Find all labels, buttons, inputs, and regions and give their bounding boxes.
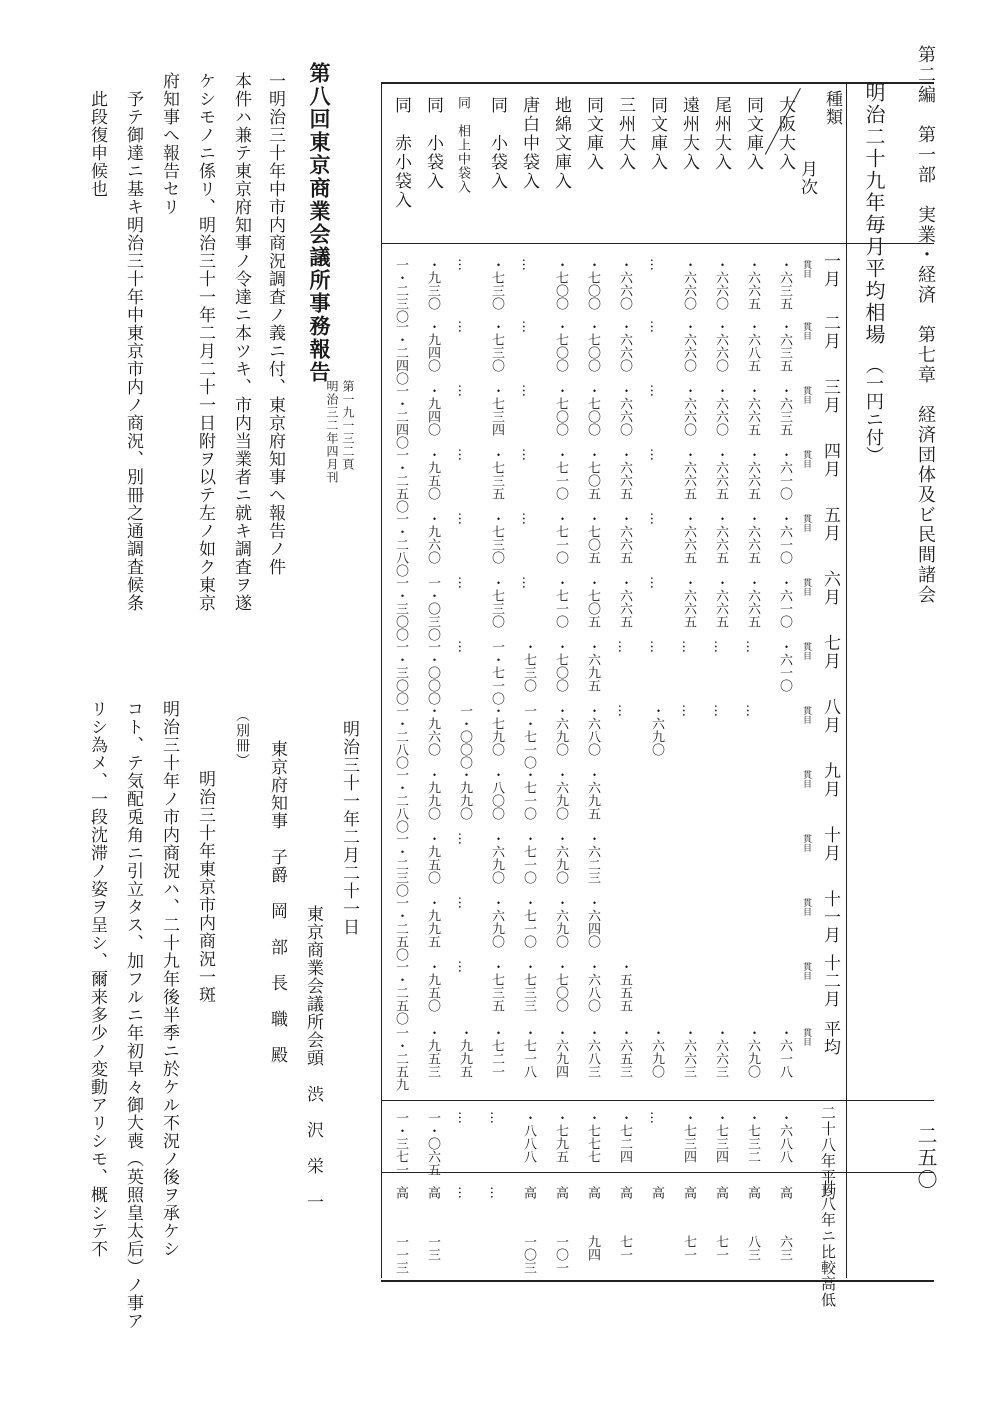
column-header: 廿八年ニ比較高低 [819,1180,837,1308]
column-header: 四月 [820,442,840,478]
report-line-6: 此段復申候也 [87,90,107,198]
table-cell: ・六六〇 [713,320,728,372]
table-cell: ・七三三 [521,960,536,1012]
report-sender: 東京商業会議所会頭 渋 沢 栄 一 [303,905,323,1211]
table-cell: … [743,640,758,653]
table-left-border [381,82,382,1278]
report-line-2: 本件ハ兼テ東京府知事ノ令達ニ本ツキ、市内当業者ニ就キ調査ヲ遂 [231,72,251,612]
table-header-divider [381,243,934,244]
row-label: 同文庫入 [743,96,763,172]
table-cell: ・五五五 [617,960,632,1012]
table-cell: … [615,704,630,717]
unit-mark: 貫目 [801,642,811,660]
table-cell: ・六六五 [681,576,696,628]
unit-mark: 貫目 [801,770,811,788]
table-cell: 一・二八〇 [393,768,408,833]
table-cell: ・七三二 [745,1111,760,1163]
table-cell: ・九五〇 [425,960,440,1012]
appendix-line-1: 明治三十年ノ市内商況ハ、二十九年後半季ニ於ケル不況ノ後ヲ承ケシ [159,700,179,1258]
unit-mark: 貫目 [801,834,811,852]
row-label: 同 小袋入 [423,96,443,191]
row-label: 同 赤小袋入 [391,96,411,210]
report-line-1: 一明治三十年中市内商況調査ノ義ニ付、東京府知事へ報告ノ件 [265,72,285,576]
table-cell: ・七一〇 [553,448,568,500]
table-cell: ・六一〇 [777,512,792,564]
row-label: 同文庫入 [647,96,667,172]
table-cell: 高 [777,1186,792,1199]
table-cell: ・六三五 [777,258,792,310]
table-cell: 一・三七一 [393,1111,408,1176]
table-cell: ・九六〇 [425,512,440,564]
unit-mark: 貫目 [801,898,811,916]
column-header: 十月 [820,826,840,862]
table-cell: … [743,704,758,717]
table-cell: … [647,1111,662,1124]
table-cell: ・六三五 [777,384,792,436]
row-label: 大阪大入 [775,96,795,172]
table-cell: ・六九五 [585,768,600,820]
table-cell: ・七一〇 [521,896,536,948]
report-line-5: 予テ御達ニ基キ明治三十年中東京市内ノ商況、別冊之通調査候条 [123,90,143,612]
table-cell: … [487,1111,502,1124]
column-header: 五月 [820,506,840,542]
table-cell: 高 [393,1186,408,1199]
table-cell: ・六九〇 [553,832,568,884]
table-cell: ・九九五 [425,896,440,948]
table-cell: ・六六三 [713,1026,728,1078]
table-cell: ・六八五 [745,320,760,372]
table-cell: 一・三〇〇 [393,576,408,641]
table-cell: 一・〇三〇 [425,576,440,641]
unit-mark: 貫目 [801,322,811,340]
table-cell: ・六六〇 [681,384,696,436]
unit-mark: 貫目 [801,386,811,404]
table-cell: ・六九〇 [553,896,568,948]
table-cell: … [647,448,662,461]
row-label: 尾州大入 [711,96,731,172]
table-cell: … [647,512,662,525]
table-cell: ・八八八 [521,1111,536,1163]
table-cell: 一・二八〇 [393,704,408,769]
table-cell: ・九五〇 [425,448,440,500]
table-cell: ・九五三 [425,1026,440,1078]
table-cell: ・六六〇 [681,320,696,372]
table-cell: … [519,258,534,271]
table-cell: ・七〇〇 [553,640,568,692]
table-cell: ・七〇〇 [553,320,568,372]
table-cell: 一・二四〇 [393,384,408,449]
diff-cell: 八三 [745,1235,760,1261]
table-cell: ・六六五 [617,512,632,564]
table-cell: ・九四〇 [425,384,440,436]
diff-cell: 六三 [777,1235,792,1261]
table-cell: ・六九〇 [553,704,568,756]
appendix-line-3: リシ為メ、一段沈滞ノ姿ヲ呈シ、爾来多少ノ変動アリシモ、概シテ不 [87,700,107,1258]
table-cell: ・七三四 [713,1111,728,1163]
table-cell: … [647,384,662,397]
table-cell: ・九四〇 [425,320,440,372]
table-cell: ・七二四 [617,1111,632,1163]
table-cell: 一・二三〇 [393,258,408,323]
table-cell: ・六六〇 [713,384,728,436]
table-cell: ・七一〇 [553,576,568,628]
table-cell: ・九五〇 [425,832,440,884]
column-header: 九月 [820,762,840,798]
table-cell: … [711,704,726,717]
table-title: 明治二十九年毎月平均相場 [862,82,886,346]
table-cell: … [455,832,470,845]
table-cell: … [615,640,630,653]
table-cell: 一・三〇〇 [393,640,408,705]
table-cell: 一・二八〇 [393,512,408,577]
table-cell: ・六二三 [585,832,600,884]
table-cell: … [455,640,470,653]
unit-mark: 貫目 [801,450,811,468]
appendix-title: 明治三十年東京市内商況一斑 [195,770,215,1004]
table-cell: ・七〇〇 [553,960,568,1012]
table-cell: ・六六五 [745,448,760,500]
table-cell: 一・二五九 [393,1026,408,1091]
table-cell: 高 [745,1186,760,1199]
table-cell: ・六八八 [777,1111,792,1163]
table-unit: （一円ニ付） [863,356,884,464]
table-cell: ・七三五 [489,960,504,1012]
report-note-date: 明治三二年四月刊 [325,380,339,484]
appendix-label: （別冊） [234,708,250,768]
table-cell: 一・七一〇 [489,640,504,705]
table-cell: ・六六五 [745,512,760,564]
report-title: 第八回東京商業会議所事務報告 [307,62,332,384]
table-cell: … [647,576,662,589]
table-cell: ・七〇五 [585,512,600,564]
running-head: 第二編 第一部 実業・経済 第七章 経済団体及ビ民間諸会 [915,45,936,605]
table-cell: ・六五三 [617,1026,632,1078]
unit-mark: 貫目 [801,1028,811,1046]
column-header: 平均 [820,1020,840,1056]
row-label: 同文庫入 [583,96,603,172]
table-cell: ・七三五 [489,448,504,500]
table-cell: ・七三〇 [489,576,504,628]
table-cell: ・六六〇 [713,258,728,310]
row-label: 三州大入 [615,96,635,172]
table-cell: ・九九〇 [457,768,472,820]
table-cell: ・七三〇 [521,640,536,692]
table-cell: ・六九〇 [489,832,504,884]
column-header: 二月 [820,314,840,350]
table-cell: ・七〇五 [585,576,600,628]
page-number: 二五〇 [914,1125,938,1191]
column-header: 七月 [820,634,840,670]
table-cell: ・六六五 [745,258,760,310]
table-cell: ・七二一 [489,1026,504,1078]
table-cell: … [455,1186,470,1199]
table-cell: ・六九〇 [553,768,568,820]
row-label: 唐白中袋入 [519,96,539,191]
table-cell: 高 [713,1186,728,1199]
column-header: 十一月 [820,890,840,944]
column-header: 六月 [820,570,840,606]
table-cell: … [487,1186,502,1199]
table-cell: 高 [617,1186,632,1199]
table-cell: 高 [521,1186,536,1199]
table-cell: … [455,512,470,525]
table-cell: 一・〇〇〇 [457,704,472,769]
table-cell: … [519,384,534,397]
table-cell: 一・〇六五 [425,1111,440,1176]
table-cell: ・七一八 [521,1026,536,1078]
table-cell: ・七〇五 [585,448,600,500]
table-cell: ・六六五 [681,448,696,500]
table-cell: ・八〇〇 [489,768,504,820]
table-right-border [846,82,847,1278]
unit-mark: 貫目 [801,514,811,532]
table-cell: … [519,576,534,589]
table-cell: ・六六五 [681,512,696,564]
table-cell: ・六九〇 [745,1026,760,1078]
table-cell: ・九六〇 [425,704,440,756]
row-label: 遠州大入 [679,96,699,172]
table-cell: 高 [585,1186,600,1199]
table-cell: ・七三〇 [489,258,504,310]
column-header: 一月 [820,252,840,288]
table-cell: ・六一〇 [777,640,792,692]
table-cell: ・六一〇 [777,576,792,628]
table-cell: … [647,640,662,653]
table-cell: ・七三〇 [489,512,504,564]
diff-cell: 一〇一 [553,1235,568,1274]
appendix-line-2: コト、テ気配兎角ニ引立タス、加フルニ年初早々御大喪（英照皇太后）ノ事ア [123,700,143,1330]
diff-cell: 一一三 [393,1235,408,1274]
report-recipient: 東京府知事 子爵 岡 部 長 職 殿 [267,740,287,1064]
table-cell: ・六九五 [585,640,600,692]
table-cell: … [455,384,470,397]
diff-cell: 七一 [681,1235,696,1261]
column-header: 十二月 [820,954,840,1008]
table-cell: … [455,896,470,909]
diff-cell: 一〇三 [521,1235,536,1274]
column-header: 八月 [820,698,840,734]
column-header: 三月 [820,378,840,414]
table-cell: ・六四〇 [585,896,600,948]
table-cell: … [519,512,534,525]
table-cell: ・七三四 [681,1111,696,1163]
diff-cell: 九四 [585,1235,600,1261]
table-cell: ・七〇〇 [553,384,568,436]
table-cell: ・六六五 [617,576,632,628]
unit-mark: 貫目 [801,578,811,596]
row-label: 地綿文庫入 [551,96,571,191]
table-cell: ・六八〇 [585,704,600,756]
table-cell: 一・二四〇 [393,320,408,385]
table-cell: ・六六〇 [681,258,696,310]
table-cell: ・六六五 [713,448,728,500]
table-cell: … [455,1111,470,1124]
table-cell: ・六一〇 [777,448,792,500]
table-cell: … [679,704,694,717]
table-average-divider [381,1100,934,1101]
table-cell: … [679,640,694,653]
table-cell: ・七七七 [585,1111,600,1163]
table-cell: ・七三〇 [489,320,504,372]
table-cell: … [455,960,470,973]
diff-cell: 七一 [617,1235,632,1261]
table-cell: ・六八三 [585,1026,600,1078]
diff-cell: 七一 [713,1235,728,1261]
table-cell: 一・二五〇 [393,448,408,513]
table-cell: ・六九〇 [489,896,504,948]
table-cell: … [455,448,470,461]
table-cell: ・六六五 [745,384,760,436]
table-cell: ・七一〇 [521,768,536,820]
table-cell: 一・二五〇 [393,896,408,961]
table-cell: ・六三五 [777,320,792,372]
report-note-pages: 第一九一三二頁 [341,380,355,471]
table-cell: 一・二五〇 [393,960,408,1025]
table-cell: … [647,258,662,271]
table-cell: ・九九五 [457,1026,472,1078]
table-cell: ・七〇〇 [553,258,568,310]
table-cell: ・七一〇 [553,512,568,564]
table-cell: 高 [425,1186,440,1199]
table-cell: 高 [681,1186,696,1199]
diff-cell: 一三 [425,1235,440,1261]
table-cell: ・六六〇 [617,384,632,436]
unit-mark: 貫目 [801,260,811,278]
table-cell: 一・〇〇〇 [425,640,440,705]
table-cell: 高 [649,1186,664,1199]
table-cell: 一・二三〇 [393,832,408,897]
table-cell: 高 [553,1186,568,1199]
table-cell: ・六六五 [713,576,728,628]
table-cell: ・七一〇 [521,832,536,884]
table-cell: ・六六五 [745,576,760,628]
table-cell: ・七〇〇 [585,258,600,310]
table-cell: … [647,320,662,333]
table-cell: 一・七一〇 [521,704,536,769]
table-cell: ・六八〇 [585,960,600,1012]
table-cell: … [519,320,534,333]
table-cell: ・六六五 [713,512,728,564]
table-cell: ・六六三 [681,1026,696,1078]
table-cell: ・六九〇 [649,704,664,756]
table-cell: … [711,640,726,653]
table-cell: ・六六〇 [617,258,632,310]
table-cell: ・七三四 [489,384,504,436]
table-cell: ・六六五 [617,448,632,500]
corner-bottom-label: 月次 [797,160,817,196]
table-cell: ・七九五 [553,1111,568,1163]
table-prev-avg-divider [381,1172,934,1173]
corner-top-label: 種類 [822,90,842,126]
row-label: 同 相上中袋入 [455,96,470,194]
table-cell: ・七〇〇 [585,320,600,372]
report-date: 明治三十一年二月二十一日 [339,720,359,936]
column-header: 二十八年平均 [819,1105,837,1201]
report-line-3: ケシモノニ係リ、明治三十一年二月二十一日附ヲ以テ左ノ如ク東京 [195,72,215,612]
table-cell: ・九三〇 [425,258,440,310]
table-cell: ・六九〇 [649,1026,664,1078]
table-cell: ・六六〇 [617,320,632,372]
report-line-4: 府知事へ報告セリ [159,72,179,216]
unit-mark: 貫目 [801,962,811,980]
table-cell: ・七九〇 [489,704,504,756]
unit-mark: 貫目 [801,706,811,724]
table-cell: ・九九〇 [425,768,440,820]
table-cell: … [455,576,470,589]
table-cell: ・六一八 [777,1026,792,1078]
row-label: 同 小袋入 [487,96,507,191]
table-cell: … [455,320,470,333]
table-cell: … [455,258,470,271]
table-cell: … [519,448,534,461]
table-cell: ・六九四 [553,1026,568,1078]
table-cell: ・七〇〇 [585,384,600,436]
